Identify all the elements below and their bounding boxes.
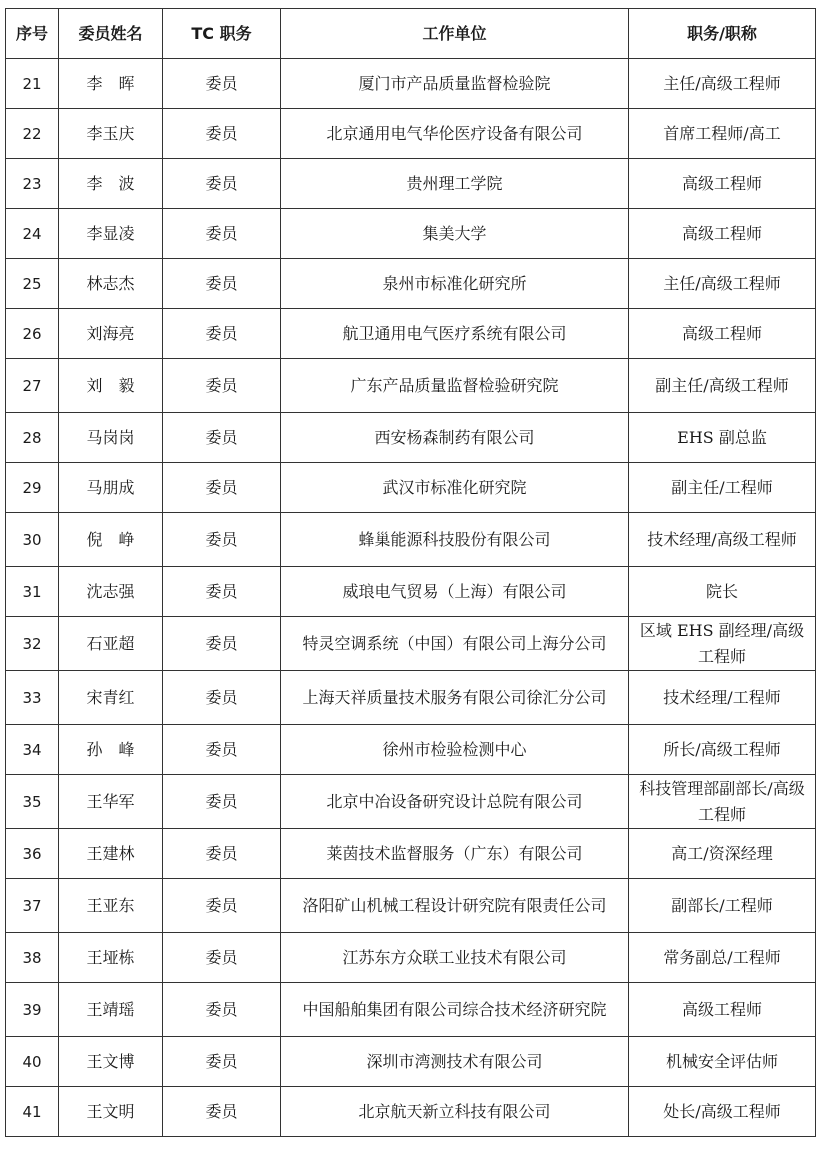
cell-serial-number: 37 xyxy=(6,879,59,933)
cell-member-name: 李显凌 xyxy=(59,209,163,259)
cell-member-name: 沈志强 xyxy=(59,567,163,617)
cell-member-name: 林志杰 xyxy=(59,259,163,309)
table-row xyxy=(6,617,816,671)
cell-work-unit: 洛阳矿山机械工程设计研究院有限责任公司 xyxy=(281,879,629,933)
cell-member-name: 刘 毅 xyxy=(59,359,163,413)
cell-serial-number: 25 xyxy=(6,259,59,309)
cell-serial-number: 28 xyxy=(6,413,59,463)
cell-tc-role: 委员 xyxy=(163,879,281,933)
cell-tc-role: 委员 xyxy=(163,259,281,309)
cell-member-name: 王亚东 xyxy=(59,879,163,933)
cell-work-unit: 武汉市标准化研究院 xyxy=(281,463,629,513)
cell-serial-number: 24 xyxy=(6,209,59,259)
cell-job-title: 技术经理/高级工程师 xyxy=(629,513,816,567)
cell-work-unit: 厦门市产品质量监督检验院 xyxy=(281,59,629,109)
cell-member-name: 王建林 xyxy=(59,829,163,879)
cell-work-unit: 北京通用电气华伦医疗设备有限公司 xyxy=(281,109,629,159)
cell-job-title: 所长/高级工程师 xyxy=(629,725,816,775)
cell-job-title: 处长/高级工程师 xyxy=(629,1087,816,1137)
cell-work-unit: 莱茵技术监督服务（广东）有限公司 xyxy=(281,829,629,879)
cell-serial-number: 39 xyxy=(6,983,59,1037)
cell-serial-number: 29 xyxy=(6,463,59,513)
cell-serial-number: 35 xyxy=(6,775,59,829)
table-row xyxy=(6,513,816,567)
cell-member-name: 王华军 xyxy=(59,775,163,829)
cell-serial-number: 32 xyxy=(6,617,59,671)
cell-tc-role: 委员 xyxy=(163,1087,281,1137)
cell-member-name: 李玉庆 xyxy=(59,109,163,159)
cell-serial-number: 23 xyxy=(6,159,59,209)
cell-work-unit: 泉州市标准化研究所 xyxy=(281,259,629,309)
cell-tc-role: 委员 xyxy=(163,413,281,463)
table-body xyxy=(6,59,816,1137)
cell-tc-role: 委员 xyxy=(163,829,281,879)
cell-member-name: 李 晖 xyxy=(59,59,163,109)
cell-tc-role: 委员 xyxy=(163,359,281,413)
cell-tc-role: 委员 xyxy=(163,463,281,513)
cell-job-title: 常务副总/工程师 xyxy=(629,933,816,983)
cell-work-unit: 徐州市检验检测中心 xyxy=(281,725,629,775)
cell-tc-role: 委员 xyxy=(163,933,281,983)
committee-member-table xyxy=(5,8,816,1137)
cell-serial-number: 36 xyxy=(6,829,59,879)
cell-work-unit: 航卫通用电气医疗系统有限公司 xyxy=(281,309,629,359)
table-row xyxy=(6,359,816,413)
cell-job-title: 技术经理/工程师 xyxy=(629,671,816,725)
header-tc-role: TC 职务 xyxy=(163,9,281,59)
cell-member-name: 刘海亮 xyxy=(59,309,163,359)
cell-member-name: 王文博 xyxy=(59,1037,163,1087)
cell-tc-role: 委员 xyxy=(163,671,281,725)
cell-member-name: 王垭栋 xyxy=(59,933,163,983)
cell-work-unit: 中国船舶集团有限公司综合技术经济研究院 xyxy=(281,983,629,1037)
table-row xyxy=(6,775,816,829)
cell-job-title: 主任/高级工程师 xyxy=(629,59,816,109)
table-row xyxy=(6,725,816,775)
header-work-unit: 工作单位 xyxy=(281,9,629,59)
cell-member-name: 李 波 xyxy=(59,159,163,209)
cell-job-title: 副主任/高级工程师 xyxy=(629,359,816,413)
cell-job-title: 副部长/工程师 xyxy=(629,879,816,933)
cell-serial-number: 31 xyxy=(6,567,59,617)
cell-job-title: 高级工程师 xyxy=(629,983,816,1037)
cell-tc-role: 委员 xyxy=(163,617,281,671)
cell-serial-number: 30 xyxy=(6,513,59,567)
cell-tc-role: 委员 xyxy=(163,775,281,829)
cell-job-title: 副主任/工程师 xyxy=(629,463,816,513)
cell-work-unit: 西安杨森制药有限公司 xyxy=(281,413,629,463)
table-row xyxy=(6,209,816,259)
table-row xyxy=(6,933,816,983)
table-row xyxy=(6,1087,816,1137)
cell-tc-role: 委员 xyxy=(163,109,281,159)
cell-job-title: 区域 EHS 副经理/高级工程师 xyxy=(629,617,816,671)
header-serial-number: 序号 xyxy=(6,9,59,59)
cell-serial-number: 33 xyxy=(6,671,59,725)
table-row xyxy=(6,983,816,1037)
cell-job-title: 高级工程师 xyxy=(629,159,816,209)
cell-job-title: 首席工程师/高工 xyxy=(629,109,816,159)
cell-member-name: 王靖瑶 xyxy=(59,983,163,1037)
cell-tc-role: 委员 xyxy=(163,567,281,617)
cell-tc-role: 委员 xyxy=(163,1037,281,1087)
cell-job-title: 院长 xyxy=(629,567,816,617)
cell-tc-role: 委员 xyxy=(163,209,281,259)
cell-serial-number: 41 xyxy=(6,1087,59,1137)
table-row xyxy=(6,309,816,359)
cell-member-name: 孙 峰 xyxy=(59,725,163,775)
table-row xyxy=(6,463,816,513)
cell-serial-number: 22 xyxy=(6,109,59,159)
cell-job-title: 机械安全评估师 xyxy=(629,1037,816,1087)
table-row xyxy=(6,159,816,209)
cell-job-title: 科技管理部副部长/高级工程师 xyxy=(629,775,816,829)
cell-tc-role: 委员 xyxy=(163,983,281,1037)
cell-work-unit: 蜂巢能源科技股份有限公司 xyxy=(281,513,629,567)
cell-serial-number: 26 xyxy=(6,309,59,359)
cell-member-name: 宋青红 xyxy=(59,671,163,725)
cell-job-title: EHS 副总监 xyxy=(629,413,816,463)
cell-serial-number: 34 xyxy=(6,725,59,775)
cell-serial-number: 21 xyxy=(6,59,59,109)
cell-tc-role: 委员 xyxy=(163,159,281,209)
cell-tc-role: 委员 xyxy=(163,59,281,109)
cell-member-name: 马朋成 xyxy=(59,463,163,513)
cell-serial-number: 38 xyxy=(6,933,59,983)
table-row xyxy=(6,59,816,109)
table-row xyxy=(6,567,816,617)
cell-serial-number: 40 xyxy=(6,1037,59,1087)
table-row xyxy=(6,671,816,725)
cell-work-unit: 特灵空调系统（中国）有限公司上海分公司 xyxy=(281,617,629,671)
cell-tc-role: 委员 xyxy=(163,725,281,775)
cell-job-title: 高工/资深经理 xyxy=(629,829,816,879)
table-row xyxy=(6,1037,816,1087)
cell-job-title: 主任/高级工程师 xyxy=(629,259,816,309)
cell-work-unit: 江苏东方众联工业技术有限公司 xyxy=(281,933,629,983)
header-member-name: 委员姓名 xyxy=(59,9,163,59)
cell-member-name: 马岗岗 xyxy=(59,413,163,463)
table-header-row xyxy=(6,9,816,59)
cell-job-title: 高级工程师 xyxy=(629,309,816,359)
cell-work-unit: 贵州理工学院 xyxy=(281,159,629,209)
cell-member-name: 倪 峥 xyxy=(59,513,163,567)
cell-work-unit: 上海天祥质量技术服务有限公司徐汇分公司 xyxy=(281,671,629,725)
cell-member-name: 石亚超 xyxy=(59,617,163,671)
cell-work-unit: 威琅电气贸易（上海）有限公司 xyxy=(281,567,629,617)
cell-work-unit: 广东产品质量监督检验研究院 xyxy=(281,359,629,413)
cell-work-unit: 集美大学 xyxy=(281,209,629,259)
table-row xyxy=(6,413,816,463)
cell-work-unit: 北京航天新立科技有限公司 xyxy=(281,1087,629,1137)
cell-work-unit: 北京中冶设备研究设计总院有限公司 xyxy=(281,775,629,829)
cell-tc-role: 委员 xyxy=(163,513,281,567)
cell-work-unit: 深圳市湾测技术有限公司 xyxy=(281,1037,629,1087)
table-row xyxy=(6,879,816,933)
cell-serial-number: 27 xyxy=(6,359,59,413)
cell-tc-role: 委员 xyxy=(163,309,281,359)
cell-member-name: 王文明 xyxy=(59,1087,163,1137)
cell-job-title: 高级工程师 xyxy=(629,209,816,259)
table-row xyxy=(6,829,816,879)
table-row xyxy=(6,109,816,159)
table-row xyxy=(6,259,816,309)
header-job-title: 职务/职称 xyxy=(629,9,816,59)
